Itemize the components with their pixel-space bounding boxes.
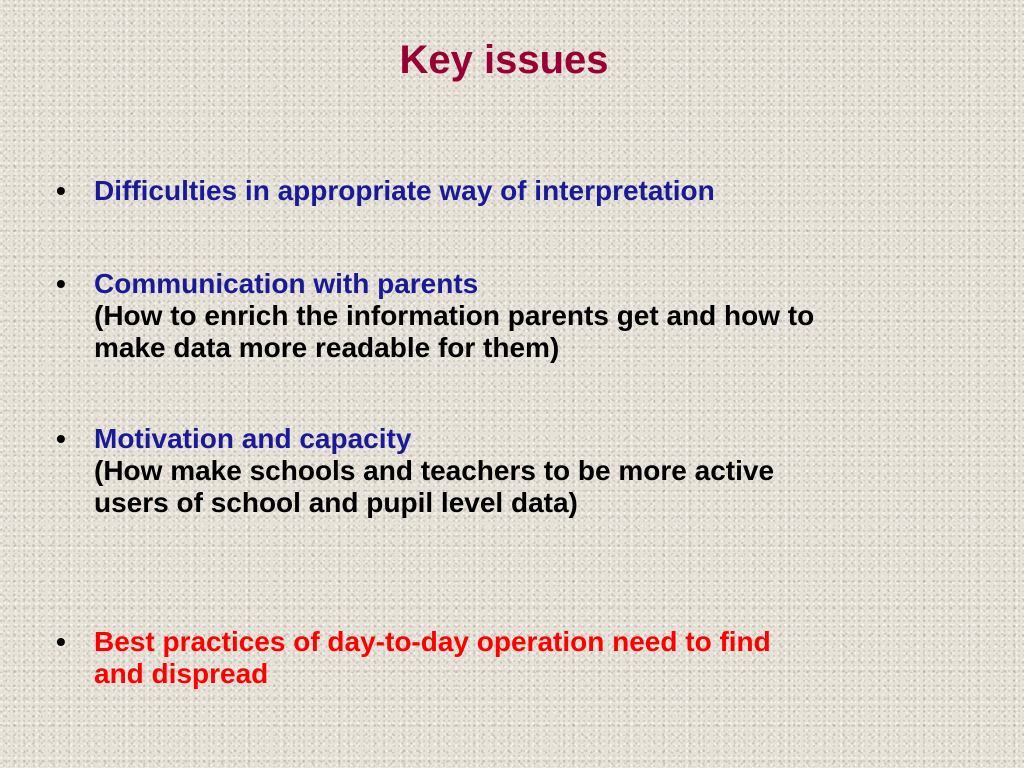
bullet-highlight-line: and dispread [94,658,269,689]
bullet-detail: (How make schools and teachers to be more active [94,455,775,486]
bullet-heading: Difficulties in appropriate way of interpretation [94,175,715,206]
bullet-dot-icon: • [56,626,66,657]
bullet-text [94,175,994,207]
bullet-dot-icon: • [56,175,66,206]
bullet-dot-icon: • [56,268,66,299]
bullet-detail: users of school and pupil level data) [94,487,578,518]
bullet-text [94,423,994,519]
bullet-highlight-line: Best practices of day-to-day operation need to find [94,626,771,657]
bullet-heading: Communication with parents [94,268,479,299]
bullet-dot-icon: • [56,423,66,454]
bullet-text [94,268,994,364]
bullet-text [94,626,994,690]
bullet-detail: (How to enrich the information parents get and how to [94,300,815,331]
bullet-heading: Motivation and capacity [94,423,412,454]
slide-title: Key issues [399,38,609,82]
bullet-detail: make data more readable for them) [94,332,560,363]
